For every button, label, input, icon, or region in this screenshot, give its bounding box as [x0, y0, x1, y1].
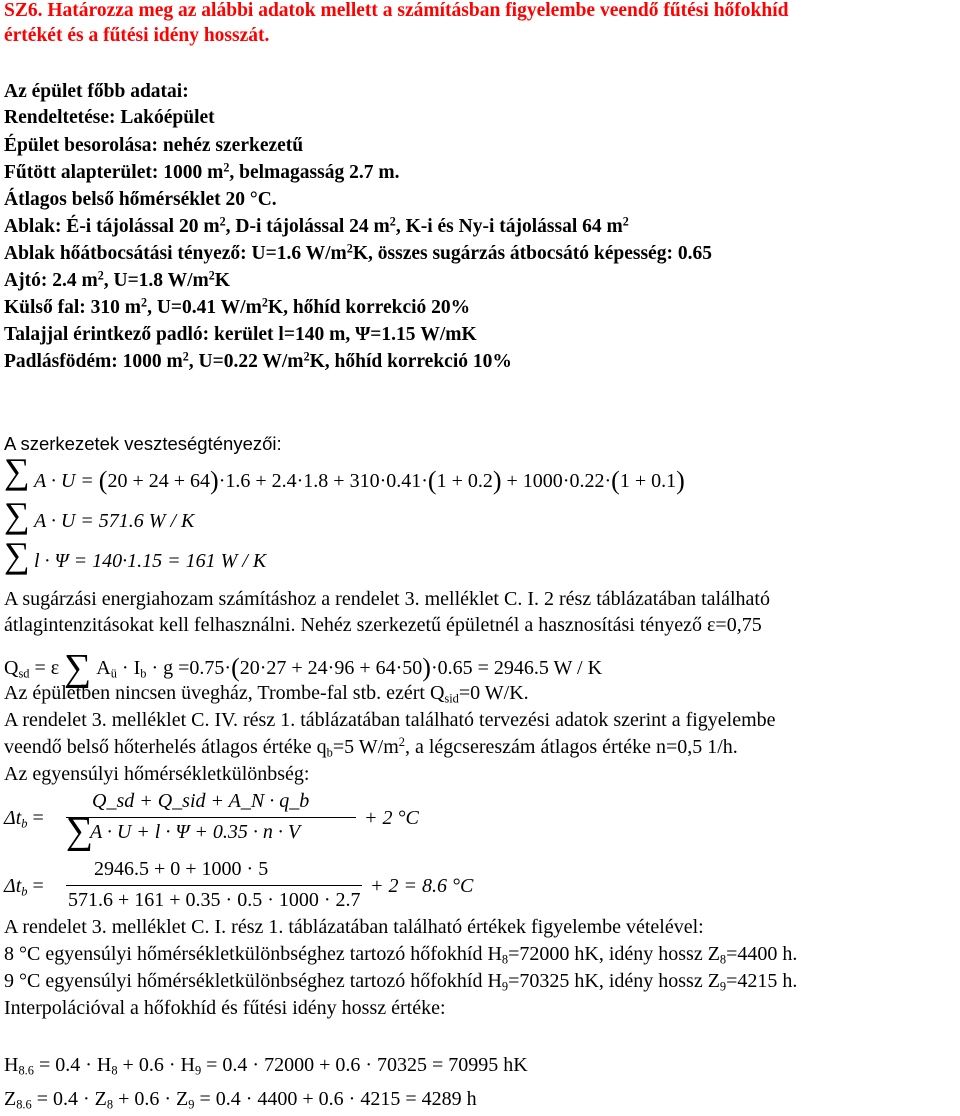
door-data: Ajtó: 2.4 $m^2$, U=1.8 $W/m^2K$	[4, 268, 230, 291]
sigma-symbol: ∑	[4, 495, 30, 535]
degree-day-9: 9 °C egyensúlyi hőmérsékletkülönbséghez tartozó hőfokhíd $H_9=70325$ hK, idény hossz $Z_9=4215$ h.	[4, 970, 798, 994]
formula-delta-t: $\Delta t_b$ = Q_sd + Q_sid + A_N · q_b ∑ A · U + l · Ψ + 0.35 · n · V + 2 °C	[4, 790, 419, 852]
external-wall-data: Külső fal: 310 $m^2$, U=0.41 $W/m^2K$, hőhíd korrekció 20%	[4, 295, 471, 318]
sigma-symbol: ∑	[4, 451, 30, 491]
loss-factors-heading: A szerkezetek veszteségtényezői:	[4, 433, 282, 454]
building-purpose: Rendeltetése: Lakóépület	[4, 107, 215, 128]
ground-floor-data: Talajjal érintkező padló: kerület l=140 m, Ψ=1.15 W/mK	[4, 324, 477, 345]
balance-heading: Az egyensúlyi hőmérsékletkülönbség:	[4, 763, 310, 785]
task-title-line-1: SZ6. Határozza meg az alábbi adatok mellett a számításban figyelembe veendő fűtési hőfokhíd	[4, 0, 789, 21]
task-title-line-2: értékét és a fűtési idény hosszát.	[4, 25, 270, 46]
heated-area: Fűtött alapterület: 1000 $m^2$, belmagasság 2.7 m.	[4, 160, 400, 183]
internal-load-line-2: veendő belső hőterhelés átlagos értéke $q_b=5$ $W/m^2$, a légcsereszám átlagos értéke n=0,5 1/h.	[4, 735, 738, 760]
window-u-value: Ablak hőátbocsátási tényező: U=1.6 $W/m^2K$, összes sugárzás átbocsátó képesség: 0.65	[4, 241, 712, 264]
solar-text-line-2: átlagintenzitásokat kell felhasználni. Nehéz szerkezetű épületnél a hasznosítási tényező ε=0,75	[4, 614, 762, 636]
windows-area: Ablak: É-i tájolással 20 $m^2$, D-i tájolással 24 $m^2$, K-i és Ny-i tájolással 64 $m^2$	[4, 214, 629, 237]
sigma-symbol: ∑	[64, 647, 92, 689]
sigma-symbol: ∑	[4, 535, 30, 575]
solar-text-line-1: A sugárzási energiahozam számításhoz a rendelet 3. melléklet C. I. 2 rész táblázatában található	[4, 588, 770, 610]
formula-z86: $Z_{8.6} = 0.4 \cdot Z_8 + 0.6 \cdot Z_9 = 0.4 \cdot 4400 + 0.6 \cdot 4215 = 4289$ h	[4, 1088, 477, 1112]
greenhouse-text: Az épületben nincsen üvegház, Trombe-fal stb. ezért $Q_{sid}=0$ W/K.	[4, 682, 529, 706]
internal-load-line-1: A rendelet 3. melléklet C. IV. rész 1. táblázatában található tervezési adatok szerint a figyelembe	[4, 709, 776, 731]
table-values-text: A rendelet 3. melléklet C. I. rész 1. táblázatában található értékek figyelembe vételével:	[4, 916, 704, 938]
attic-ceiling-data: Padlásfödém: 1000 $m^2$, U=0.22 $W/m^2K$, hőhíd korrekció 10%	[4, 349, 512, 372]
formula-h86: $H_{8.6} = 0.4 \cdot H_8 + 0.6 \cdot H_9 = 0.4 \cdot 72000 + 0.6 \cdot 70325 = 70995$ hK	[4, 1054, 528, 1078]
formula-delta-t-numeric: $\Delta t_b$ = 2946.5 + 0 + 1000 · 5 571.6 + 161 + 0.35 · 0.5 · 1000 · 2.7 + 2 = 8.6 °C	[4, 858, 474, 911]
degree-day-8: 8 °C egyensúlyi hőmérsékletkülönbséghez tartozó hőfokhíd $H_8=72000$ hK, idény hossz $Z_8=4400$ h.	[4, 943, 798, 967]
building-heading: Az épület főbb adatai:	[4, 81, 189, 102]
sigma-symbol: ∑	[66, 810, 94, 852]
building-classification: Épület besorolása: nehéz szerkezetű	[4, 135, 304, 156]
avg-internal-temperature: Átlagos belső hőmérséklet 20 °C.	[4, 189, 277, 210]
interpolation-heading: Interpolációval a hőfokhíd és fűtési idény hossz értéke:	[4, 997, 446, 1019]
